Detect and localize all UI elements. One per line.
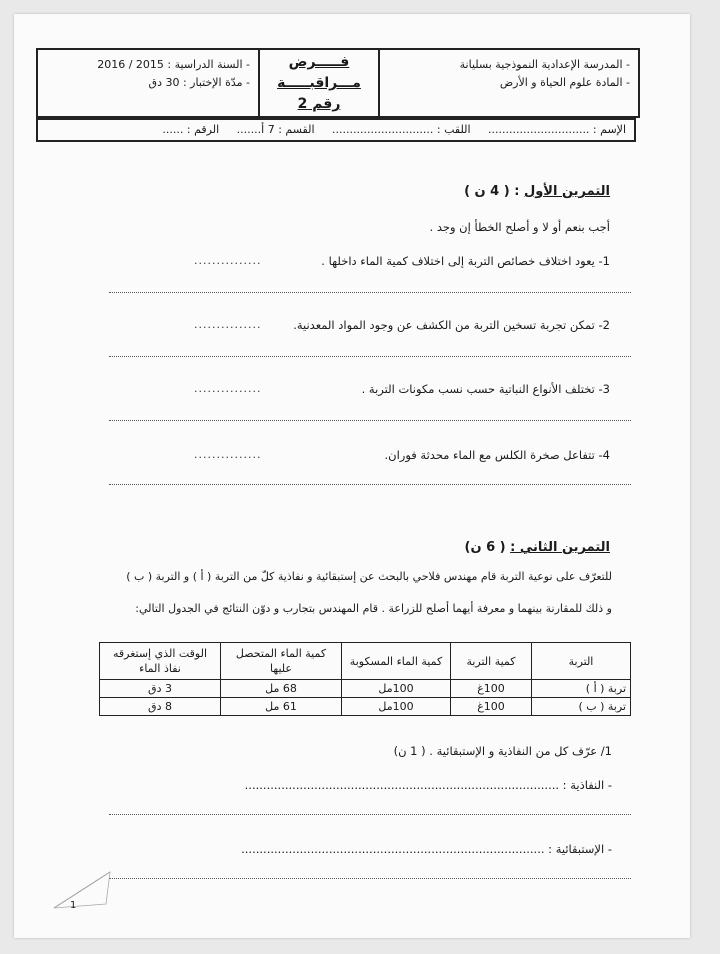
surname-field[interactable]: اللقب : .............................	[332, 123, 471, 136]
exercise1-item-4: 4- تتفاعل صخرة الكلس مع الماء محدثة فوران.	[384, 448, 610, 462]
answer-blank-1[interactable]: ...............	[194, 254, 262, 267]
table-row	[100, 698, 631, 716]
school-info	[378, 50, 638, 116]
exercise1-item-3: 3- تختلف الأنواع النباتية حسب نسب مكونات التربة .	[361, 382, 610, 396]
table-header-row	[100, 643, 631, 680]
school-year: - السنة الدراسية : 2015 / 2016	[97, 58, 250, 71]
exercise2-heading: التمرين الثاني :	[510, 540, 610, 555]
results-table	[99, 642, 631, 716]
number-field[interactable]: الرقم : ......	[162, 123, 220, 136]
answer-line-3[interactable]	[109, 420, 631, 421]
table-cell: 8 دق	[100, 698, 221, 716]
table-header: كمية التربة	[451, 643, 532, 680]
table-cell: 100غ	[451, 680, 532, 698]
exercise1-title	[464, 184, 610, 199]
exercise1-heading: التمرين الأول	[523, 184, 610, 199]
retention-answer[interactable]: - الإستبقائية : ...................................................................................	[241, 842, 612, 856]
answer-blank-2[interactable]: ...............	[194, 318, 262, 331]
test-title-line1: فـــــرض	[288, 54, 350, 70]
test-title	[258, 50, 378, 116]
exam-sheet	[14, 14, 690, 938]
section-field[interactable]: القسم : 7 أ.......	[236, 123, 315, 136]
exercise2-paragraph-2: و ذلك للمقارنة بينهما و معرفة أيهما أصلح للزراعة . قام المهندس بتجارب و دوّن النتائج في الجدول التالي:	[135, 602, 612, 615]
page-number: 1	[70, 900, 77, 911]
permeability-line[interactable]	[109, 814, 631, 815]
table-cell: 100مل	[342, 680, 451, 698]
name-field[interactable]: الإسم : .............................	[488, 123, 626, 136]
retention-line[interactable]	[109, 878, 631, 879]
table-cell: تربة ( أ )	[532, 680, 631, 698]
student-info-bar	[36, 118, 636, 142]
permeability-answer[interactable]: - النفاذية : ......................................................................................	[244, 778, 612, 792]
table-cell: 100مل	[342, 698, 451, 716]
table-row	[100, 680, 631, 698]
answer-blank-3[interactable]: ...............	[194, 382, 262, 395]
exercise2-points: ( 6 ن)	[464, 540, 506, 555]
exercise1-item-2: 2- تمكن تجربة تسخين التربة من الكشف عن وجود المواد المعدنية.	[293, 318, 610, 332]
table-header: الوقت الذي إستغرقه نفاذ الماء	[100, 643, 221, 680]
table-header: كمية الماء المتحصل عليها	[221, 643, 342, 680]
page-corner-fold-icon	[52, 870, 112, 910]
question-1: 1/ عرّف كل من النفاذية و الإستبقائية . ( 1 ن)	[393, 744, 612, 758]
table-cell: 61 مل	[221, 698, 342, 716]
table-header: التربة	[532, 643, 631, 680]
answer-line-2[interactable]	[109, 356, 631, 357]
table-cell: 68 مل	[221, 680, 342, 698]
exercise1-points: : ( 4 ن )	[464, 184, 520, 199]
exercise2-paragraph-1: للتعرّف على نوعية التربة قام مهندس فلاحي بالبحث عن إستبقائية و نفاذية كلّ من التربة ( أ ) و التربة ( ب )	[126, 570, 612, 583]
test-title-line2: مـــراقبـــــة	[277, 75, 361, 91]
test-duration: - مدّة الإختبار : 30 دق	[148, 76, 250, 89]
year-info	[38, 50, 258, 116]
table-cell: 100غ	[451, 698, 532, 716]
table-header: كمية الماء المسكوبة	[342, 643, 451, 680]
answer-blank-4[interactable]: ...............	[194, 448, 262, 461]
answer-line-4[interactable]	[109, 484, 631, 485]
exercise1-item-1: 1- يعود اختلاف خصائص التربة إلى اختلاف كمية الماء داخلها .	[321, 254, 610, 268]
test-title-line3: رقم 2	[297, 96, 341, 112]
exercise2-title	[465, 540, 610, 555]
table-cell: 3 دق	[100, 680, 221, 698]
exam-header	[36, 48, 640, 118]
school-name: - المدرسة الإعدادية النموذجية بسليانة	[459, 58, 630, 71]
exercise1-instruction: أجب بنعم أو لا و أصلح الخطأ إن وجد .	[429, 220, 610, 234]
table-cell: تربة ( ب )	[532, 698, 631, 716]
answer-line-1[interactable]	[109, 292, 631, 293]
subject-name: - المادة علوم الحياة و الأرض	[499, 76, 630, 89]
